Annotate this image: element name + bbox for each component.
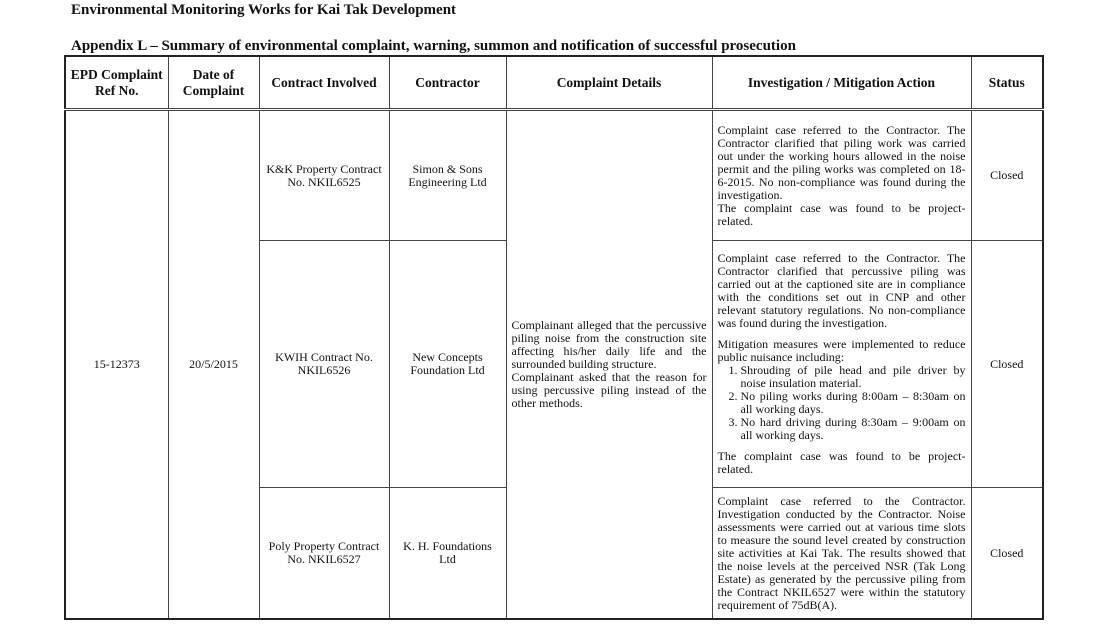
- status-cell: Closed: [971, 488, 1043, 620]
- column-header-contractor: Contractor: [389, 56, 506, 110]
- column-header-complaint-details: Complaint Details: [506, 56, 712, 110]
- contract-involved: K&K Property Contract No. NKIL6525: [259, 110, 389, 241]
- status-cell: Closed: [971, 241, 1043, 488]
- column-header-investigation: Investigation / Mitigation Action: [712, 56, 971, 110]
- table-row: [65, 110, 1043, 241]
- contractor-name: K. H. Foundations Ltd: [389, 488, 506, 620]
- document-title: Environmental Monitoring Works for Kai Tak Development: [71, 2, 457, 18]
- appendix-title: Appendix L – Summary of environmental complaint, warning, summon and notification of successful prosecution: [71, 38, 796, 54]
- complaint-ref-no: 15-12373: [65, 110, 168, 620]
- complaint-details: [506, 110, 712, 620]
- contractor-name: New Concepts Foundation Ltd: [389, 241, 506, 488]
- complaint-details-para: Complainant alleged that the percussive piling noise from the construction site affecting his/her daily life and the surrounded building structure.: [511, 318, 707, 371]
- investigation-outro: The complaint case was found to be project-related.: [717, 449, 966, 476]
- status-cell: Closed: [971, 110, 1043, 241]
- complaint-summary-table: [64, 55, 1044, 620]
- list-item: 1. Shrouding of pile head and pile driver by noise insulation material.: [741, 364, 966, 390]
- investigation-para: Complaint case referred to the Contractor. Investigation conducted by the Contractor. Noise assessments were carried out at various time slots to measure the sound level created by construction site activities at Kai Tak. The results showed that the noise levels at the perceived NSR (Tak Long Estate) as generated by the percussive piling from the Contract NKIL6527 were within the statutory requirement of 75dB(A).: [717, 493, 966, 612]
- column-header-contract: Contract Involved: [259, 56, 389, 110]
- list-item: 3. No hard driving during 8:30am – 9:00am on all working days.: [741, 416, 966, 442]
- mitigation-intro: Mitigation measures were implemented to reduce public nuisance including:: [717, 337, 966, 364]
- complaint-details-para: Complainant asked that the reason for using percussive piling instead of the other methods.: [511, 370, 707, 410]
- table-header-row: [65, 56, 1043, 110]
- investigation-para: The complaint case was found to be project-related.: [717, 200, 966, 228]
- contractor-name: Simon & Sons Engineering Ltd: [389, 110, 506, 241]
- complaint-date: 20/5/2015: [168, 110, 259, 620]
- list-item: 2. No piling works during 8:00am – 8:30am on all working days.: [741, 390, 966, 416]
- contract-involved: Poly Property Contract No. NKIL6527: [259, 488, 389, 620]
- investigation-action: [712, 488, 971, 620]
- column-header-status: Status: [971, 56, 1043, 110]
- investigation-action: [712, 110, 971, 241]
- contract-involved: KWIH Contract No. NKIL6526: [259, 241, 389, 488]
- investigation-para: Complaint case referred to the Contractor. The Contractor clarified that percussive piling was carried out at the captioned site are in compliance with the conditions set out in CNP and other relevant statutory regulations. No non-compliance was found during the investigation.: [717, 251, 966, 330]
- column-header-ref-no: EPD Complaint Ref No.: [65, 56, 168, 110]
- investigation-para: Complaint case referred to the Contractor. The Contractor clarified that piling work was carried out under the working hours allowed in the noise permit and the piling works was completed on 18-6-2015. No non-compliance was found during the investigation.: [717, 122, 966, 202]
- investigation-action: [712, 241, 971, 488]
- column-header-date: Date of Complaint: [168, 56, 259, 110]
- mitigation-list: [718, 364, 966, 442]
